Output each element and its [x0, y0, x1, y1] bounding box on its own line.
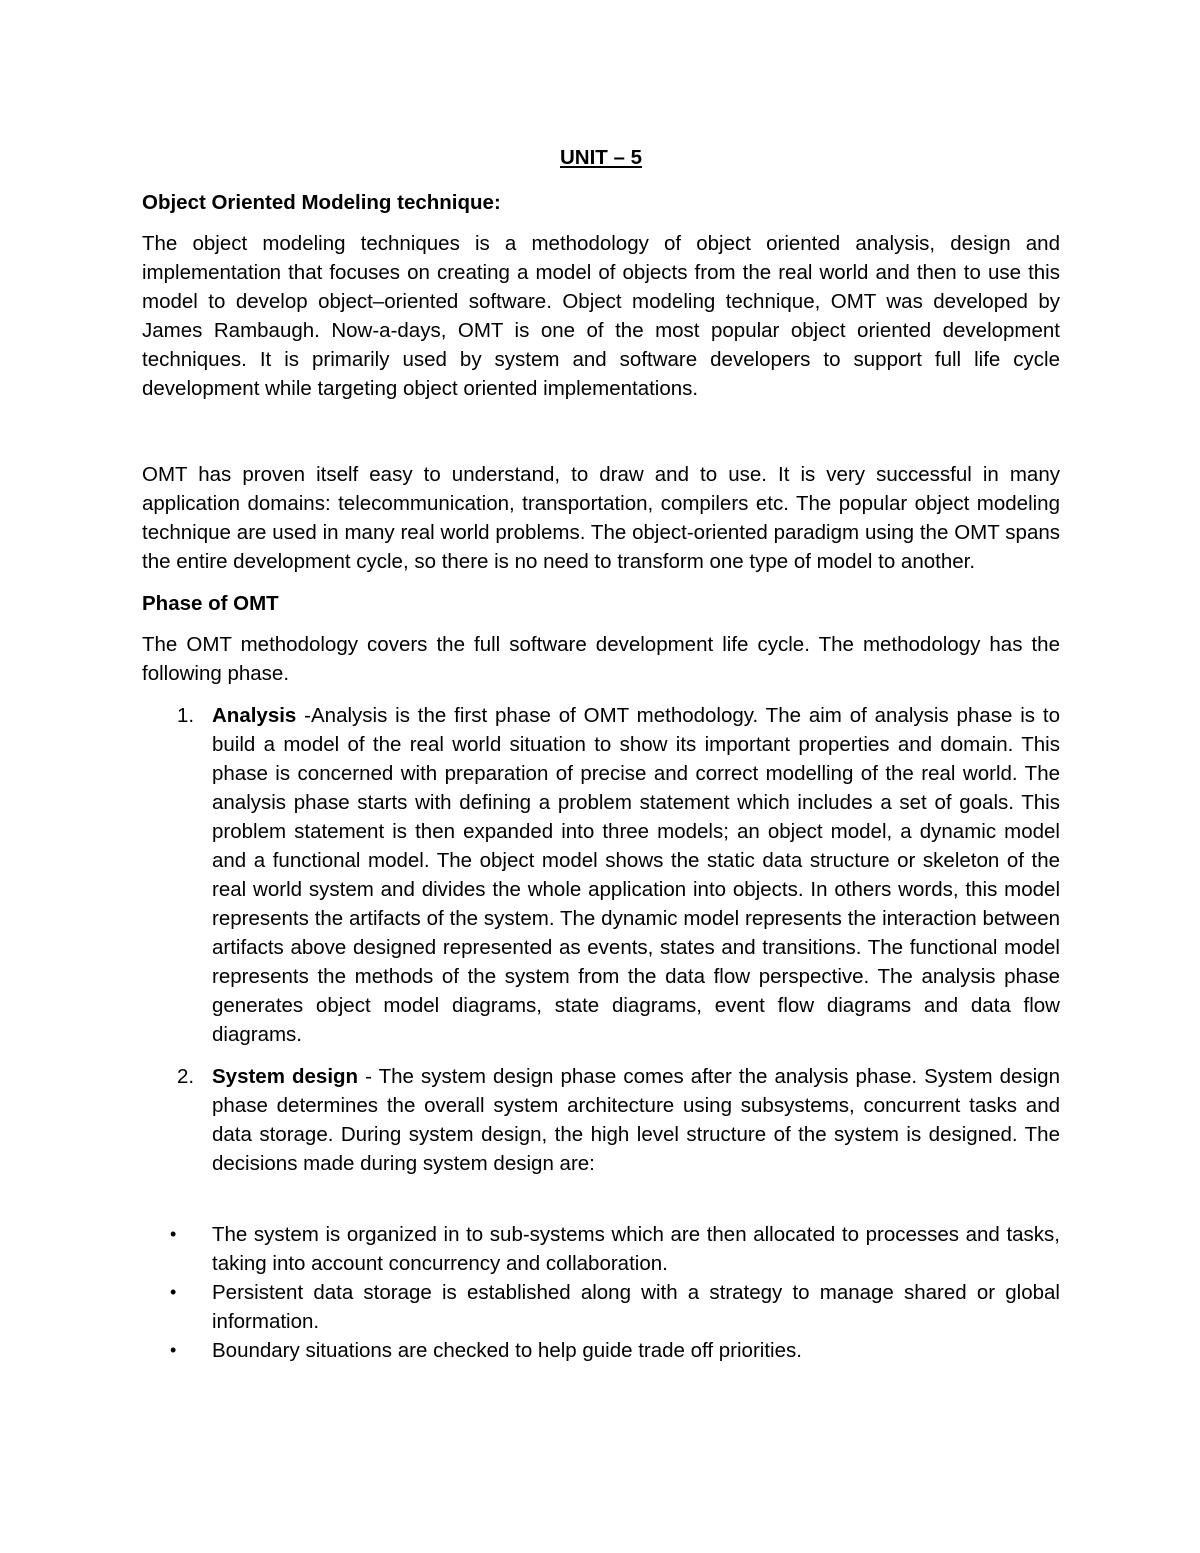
- bullet-icon: •: [170, 1282, 177, 1302]
- phase-number: 1.: [177, 704, 195, 727]
- section-heading: Object Oriented Modeling technique:: [142, 191, 501, 214]
- document-content: [142, 143, 1060, 1365]
- list-item: [142, 1336, 1060, 1365]
- bullet-icon: •: [170, 1340, 177, 1360]
- decision-text: Boundary situations are checked to help guide trade off priorities.: [212, 1339, 802, 1362]
- phase-description: - The system design phase comes after the analysis phase. System design phase determines the overall system architecture using subsystems, concurrent tasks and data storage. During system design, the high level structure of the system is designed. The decisions made during system design are:: [212, 1065, 1060, 1175]
- phase-list: [142, 701, 1060, 1178]
- bullet-icon: •: [170, 1224, 177, 1244]
- decision-text: The system is organized in to sub-systems which are then allocated to processes and tasks, taking into account concurrency and collaboration.: [212, 1223, 1060, 1275]
- phase-term: System design: [212, 1065, 359, 1088]
- omt-benefits-paragraph: OMT has proven itself easy to understand, to draw and to use. It is very successful in many application domains: telecommunication, transportation, compilers etc. The popular object modeling technique are used in many real world problems. The object-oriented paradigm using the OMT spans the entire development cycle, so there is no need to transform one type of model to another.: [142, 463, 1060, 573]
- phase-item-analysis: [142, 701, 1060, 1049]
- design-decisions-list: [142, 1220, 1060, 1365]
- phase-intro-paragraph: The OMT methodology covers the full software development life cycle. The methodology has the following phase.: [142, 633, 1060, 685]
- phase-item-system-design: [142, 1062, 1060, 1178]
- phase-term: Analysis: [212, 704, 297, 727]
- list-item: [142, 1278, 1060, 1336]
- phase-number: 2.: [177, 1065, 195, 1088]
- list-item: [142, 1220, 1060, 1278]
- phase-heading: Phase of OMT: [142, 592, 279, 615]
- phase-description: -Analysis is the first phase of OMT methodology. The aim of analysis phase is to build a model of the real world situation to show its important properties and domain. This phase is concerned with preparation of precise and correct modelling of the real world. The analysis phase starts with defining a problem statement which includes a set of goals. This problem statement is then expanded into three models; an object model, a dynamic model and a functional model. The object model shows the static data structure or skeleton of the real world system and divides the whole application into objects. In others words, this model represents the artifacts of the system. The dynamic model represents the interaction between artifacts above designed represented as events, states and transitions. The functional model represents the methods of the system from the data flow perspective. The analysis phase generates object model diagrams, state diagrams, event flow diagrams and data flow diagrams.: [212, 704, 1060, 1046]
- decision-text: Persistent data storage is established along with a strategy to manage shared or global information.: [212, 1281, 1060, 1333]
- unit-title: UNIT – 5: [559, 146, 643, 169]
- intro-paragraph: The object modeling techniques is a methodology of object oriented analysis, design and implementation that focuses on creating a model of objects from the real world and then to use this model to develop object–oriented software. Object modeling technique, OMT was developed by James Rambaugh. Now-a-days, OMT is one of the most popular object oriented development techniques. It is primarily used by system and software developers to support full life cycle development while targeting object oriented implementations.: [142, 232, 1060, 400]
